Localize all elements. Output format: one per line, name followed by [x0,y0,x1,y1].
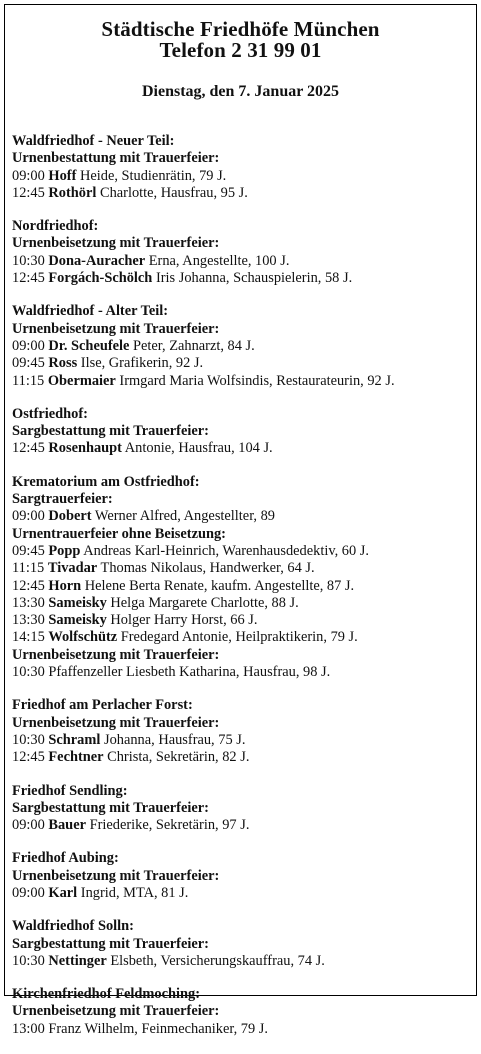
entry-details: Andreas Karl-Heinrich, Warenhausdedektiv, 60 J. [83,542,369,559]
burial-entry [12,578,472,595]
ceremony-type: Urnentrauerfeier ohne Beisetzung: [12,525,226,542]
entry-details: Heide, Studienrätin, 79 J. [79,167,227,184]
entry-surname: Wolfschütz [48,629,118,646]
entry-time: 12:45 [12,440,45,457]
ceremony-type: Sargbestattung mit Trauerfeier: [12,935,209,952]
entry-surname: Tivadar [47,560,98,577]
entry-details: Antonie, Hausfrau, 104 J. [124,440,273,457]
ceremony-type: Urnenbeisetzung mit Trauerfeier: [12,867,220,884]
entry-surname: Obermaier [47,372,116,389]
entry-time: 09:00 [12,337,45,354]
burial-entry [12,355,472,372]
burial-entry [12,508,472,525]
entry-surname: Popp [48,542,81,559]
entry-details: Johanna, Hausfrau, 75 J. [103,731,246,748]
entry-details: Christa, Sekretärin, 82 J. [107,749,250,766]
entry-time: 12:45 [12,270,45,287]
entry-time: 09:00 [12,167,45,184]
ceremony-type: Urnenbeisetzung mit Trauerfeier: [12,714,220,731]
cemetery-name: Waldfriedhof Solln: [12,918,134,935]
entry-details: Franz Wilhelm, Feinmechaniker, 79 J. [48,1020,268,1037]
cemetery-name: Nordfriedhof: [12,218,99,235]
entry-time: 12:45 [12,184,45,201]
phone-number: Telefon 2 31 99 01 [159,38,322,62]
entry-surname: Ross [48,355,78,372]
entry-surname: Karl [48,884,78,901]
ceremony-type: Urnenbeisetzung mit Trauerfeier: [12,235,220,252]
page-title: Städtische Friedhöfe München [101,17,380,41]
entry-time: 12:45 [12,577,45,594]
cemetery-name: Friedhof am Perlacher Forst: [12,697,193,714]
entry-details: Werner Alfred, Angestellter, 89 [94,508,275,525]
entry-time: 11:15 [12,372,45,389]
burial-entry [12,185,472,202]
cemetery-name: Friedhof Sendling: [12,782,128,799]
entry-time: 09:45 [12,542,45,559]
entry-surname: Bauer [48,817,86,834]
entry-surname: Horn [48,577,82,594]
entry-time: 10:30 [12,252,45,269]
burial-listing [12,133,472,1054]
burial-entry [12,664,472,681]
burial-entry [12,953,472,970]
entry-surname: Dr. Scheufele [48,337,130,354]
burial-entry [12,612,472,629]
entry-time: 12:45 [12,749,45,766]
entry-surname: Sameisky [48,594,107,611]
entry-details: Pfaffenzeller Liesbeth Katharina, Hausfrau, 98 J. [48,664,331,681]
cemetery-section [12,850,472,902]
entry-surname: Fechtner [48,749,104,766]
entry-time: 13:00 [12,1020,45,1037]
entry-surname: Dobert [48,508,92,525]
burial-entry [12,253,472,270]
cemetery-section [12,986,472,1038]
entry-details: Friederike, Sekretärin, 97 J. [89,817,250,834]
ceremony-type: Sargtrauerfeier: [12,491,113,508]
cemetery-section [12,133,472,202]
burial-entry [12,629,472,646]
ceremony-type: Sargbestattung mit Trauerfeier: [12,423,209,440]
burial-entry [12,885,472,902]
entry-details: Iris Johanna, Schauspielerin, 58 J. [155,270,353,287]
entry-surname: Dona-Auracher [48,252,146,269]
entry-time: 09:00 [12,884,45,901]
entry-surname: Forgách-Schölch [48,270,153,287]
cemetery-section [12,406,472,458]
entry-time: 13:30 [12,594,45,611]
burial-entry [12,817,472,834]
cemetery-section [12,303,472,389]
cemetery-section [12,918,472,970]
burial-entry [12,543,472,560]
cemetery-section [12,474,472,682]
entry-time: 09:00 [12,817,45,834]
burial-entry [12,732,472,749]
burial-entry [12,373,472,390]
entry-time: 09:45 [12,355,45,372]
ceremony-type: Urnenbestattung mit Trauerfeier: [12,150,220,167]
entry-details: Elsbeth, Versicherungskauffrau, 74 J. [110,952,325,969]
entry-details: Holger Harry Horst, 66 J. [110,612,258,629]
cemetery-name: Waldfriedhof - Neuer Teil: [12,133,175,149]
cemetery-name: Waldfriedhof - Alter Teil: [12,303,169,320]
entry-time: 10:30 [12,731,45,748]
cemetery-name: Ostfriedhof: [12,405,88,422]
entry-details: Ilse, Grafikerin, 92 J. [80,355,204,372]
entry-details: Charlotte, Hausfrau, 95 J. [99,184,248,201]
entry-surname: Schraml [48,731,101,748]
burial-entry [12,749,472,766]
entry-details: Erna, Angestellte, 100 J. [148,252,290,269]
cemetery-name: Kirchenfriedhof Feldmoching: [12,986,200,1003]
entry-surname: Hoff [48,167,77,184]
notice-frame [4,4,477,1037]
burial-entry [12,338,472,355]
burial-entry [12,1021,472,1038]
cemetery-name: Friedhof Aubing: [12,850,119,867]
burial-entry [12,270,472,287]
entry-surname: Rothörl [48,184,97,201]
cemetery-section [12,218,472,287]
burial-entry [12,560,472,577]
header [5,5,476,101]
entry-surname: Rosenhaupt [48,440,122,457]
cemetery-section [12,783,472,835]
entry-surname: Sameisky [48,612,107,629]
entry-details: Helene Berta Renate, kaufm. Angestellte, 87 J. [84,577,355,594]
entry-time: 14:15 [12,629,45,646]
entry-details: Peter, Zahnarzt, 84 J. [133,337,255,354]
entry-time: 11:15 [12,560,45,577]
ceremony-type: Urnenbeisetzung mit Trauerfeier: [12,320,220,337]
entry-details: Fredegard Antonie, Heilpraktikerin, 79 J. [120,629,358,646]
entry-details: Thomas Nikolaus, Handwerker, 64 J. [100,560,315,577]
entry-time: 10:30 [12,952,45,969]
entry-details: Helga Margarete Charlotte, 88 J. [110,594,299,611]
entry-details: Ingrid, MTA, 81 J. [80,884,189,901]
cemetery-name: Krematorium am Ostfriedhof: [12,473,200,490]
date-line: Dienstag, den 7. Januar 2025 [141,83,340,100]
entry-time: 09:00 [12,508,45,525]
burial-entry [12,168,472,185]
burial-entry [12,440,472,457]
ceremony-type: Urnenbeisetzung mit Trauerfeier: [12,646,220,663]
burial-entry [12,595,472,612]
entry-surname: Nettinger [48,952,107,969]
entry-time: 10:30 [12,664,45,681]
cemetery-section [12,697,472,766]
ceremony-type: Sargbestattung mit Trauerfeier: [12,799,209,816]
entry-time: 13:30 [12,612,45,629]
ceremony-type: Urnenbeisetzung mit Trauerfeier: [12,1003,220,1020]
entry-details: Irmgard Maria Wolfsindis, Restaurateurin, 92 J. [119,372,395,389]
